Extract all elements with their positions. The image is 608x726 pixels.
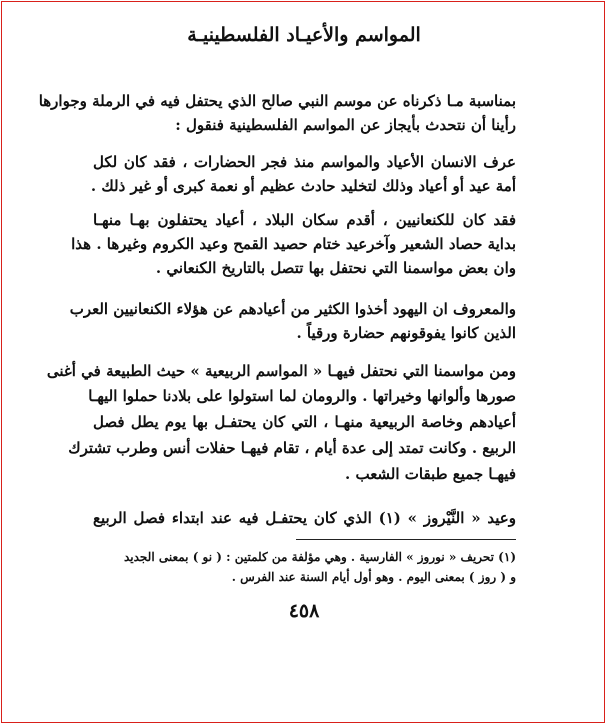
text-line: وعيد « النَّيْروز » (١) الذي كان يحتفـل فيه عند ابتداء فصل الربيع	[93, 509, 516, 527]
text-line: بمناسبة مـا ذكرناه عن موسم النبي صالح الذي يحتفل فيه في الرملة وجوارها	[38, 92, 516, 110]
text-line: صورها وألوانها وخيراتها . والرومان لما استولوا على بلادنا حملوا اليهـا	[88, 387, 516, 405]
text-line: فيهـا جميع طبقات الشعب .	[345, 465, 516, 483]
page-number: ٤٥٨	[288, 600, 320, 622]
text-line: الربيع . وكانت تمتد إلى عدة أيام ، تقام فيهـا حفلات أنس وطرب تشترك	[68, 439, 516, 457]
footnote-line: (١) تحريف « نوروز » الفارسية . وهي مؤلفة من كلمتين : ( نو ) بمعنى الجديد	[123, 550, 516, 564]
text-line: والمعروف ان اليهود أخذوا الكثير من أعيادهم عن هؤلاء الكنعانيين العرب	[69, 300, 516, 318]
text-line: أعيادهم وخاصة الربيعية منهـا ، التي كان يحتفـل بها يوم يطل فصل	[93, 413, 516, 431]
footnote-line: و ( روز ) بمعنى اليوم . وهو أول أيام السنة عند الفرس .	[231, 570, 516, 584]
text-line: أمة عيد أو أعياد وذلك لتخليد حادث عظيم أو نعمة كبرى أو غير ذلك .	[90, 177, 516, 195]
text-line: وان بعض مواسمنا التي نحتفل بها تتصل بالتاريخ الكنعاني .	[155, 259, 516, 277]
text-line: عرف الانسان الأعياد والمواسم منذ فجر الحضارات ، فقد كان لكل	[93, 153, 516, 171]
footnote-separator	[296, 539, 516, 540]
text-line: ومن مواسمنا التي نحتفل فيهـا « المواسم الربيعية » حيث الطبيعة في أغنى	[46, 362, 516, 380]
text-line: الذين كانوا يفوقونهم حضارة ورقياً .	[296, 324, 516, 342]
text-line: بداية حصاد الشعير وآخرعيد ختام حصيد القمح وعيد الكروم وغيرها . هذا	[71, 235, 516, 253]
text-line: رأينا أن نتحدث بأيجاز عن المواسم الفلسطينية فنقول :	[175, 116, 516, 134]
text-line: فقد كان للكنعانيين ، أقدم سكان البلاد ، أعياد يحتفلون بهـا منهـا	[93, 211, 516, 229]
page-title: المواسم والأعيـاد الفلسطينيـة	[187, 24, 421, 46]
